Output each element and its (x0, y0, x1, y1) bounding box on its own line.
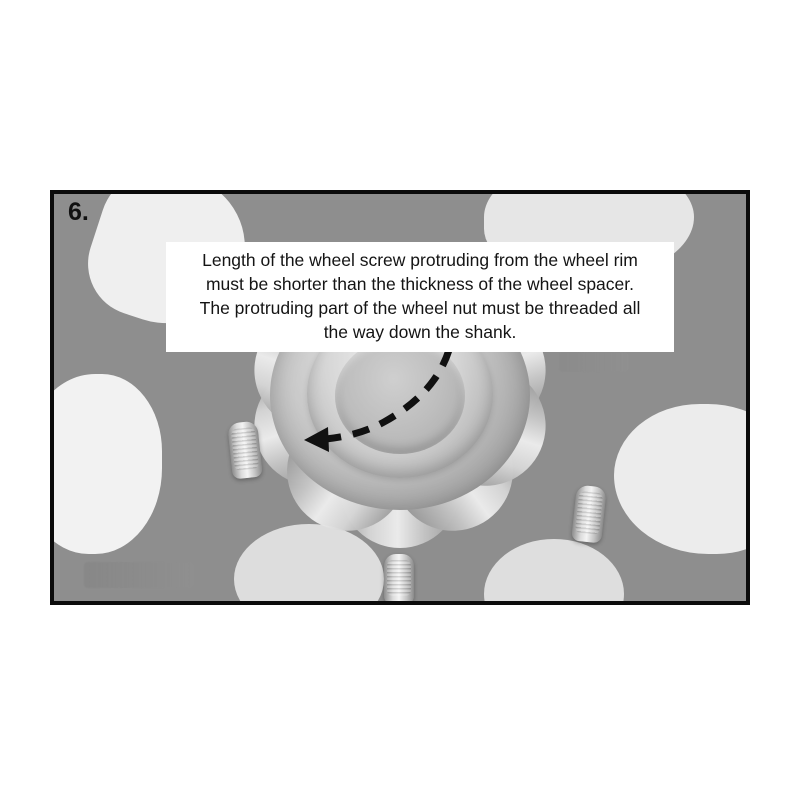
instruction-panel (50, 190, 750, 605)
step-number: 6. (68, 198, 89, 226)
caption-line-3: The protruding part of the wheel nut must be threaded all (199, 298, 641, 318)
caption-text (166, 242, 674, 352)
rim-gap (614, 404, 750, 554)
rim-embossed-marking (559, 352, 629, 372)
rim-gap (50, 374, 162, 554)
wheel-hub-inner (335, 338, 465, 454)
rim-gap (234, 524, 384, 605)
wheel-screw-stud (571, 485, 607, 544)
caption-line-2: must be shorter than the thickness of the wheel spacer. (205, 274, 634, 294)
rim-gap (484, 539, 624, 605)
wheel-screw-stud (227, 421, 263, 480)
rim-embossed-marking (84, 562, 194, 588)
caption-line-1: Length of the wheel screw protruding from the wheel rim (202, 250, 638, 270)
wheel-screw-stud (384, 554, 414, 604)
caption-line-4: the way down the shank. (323, 322, 517, 342)
